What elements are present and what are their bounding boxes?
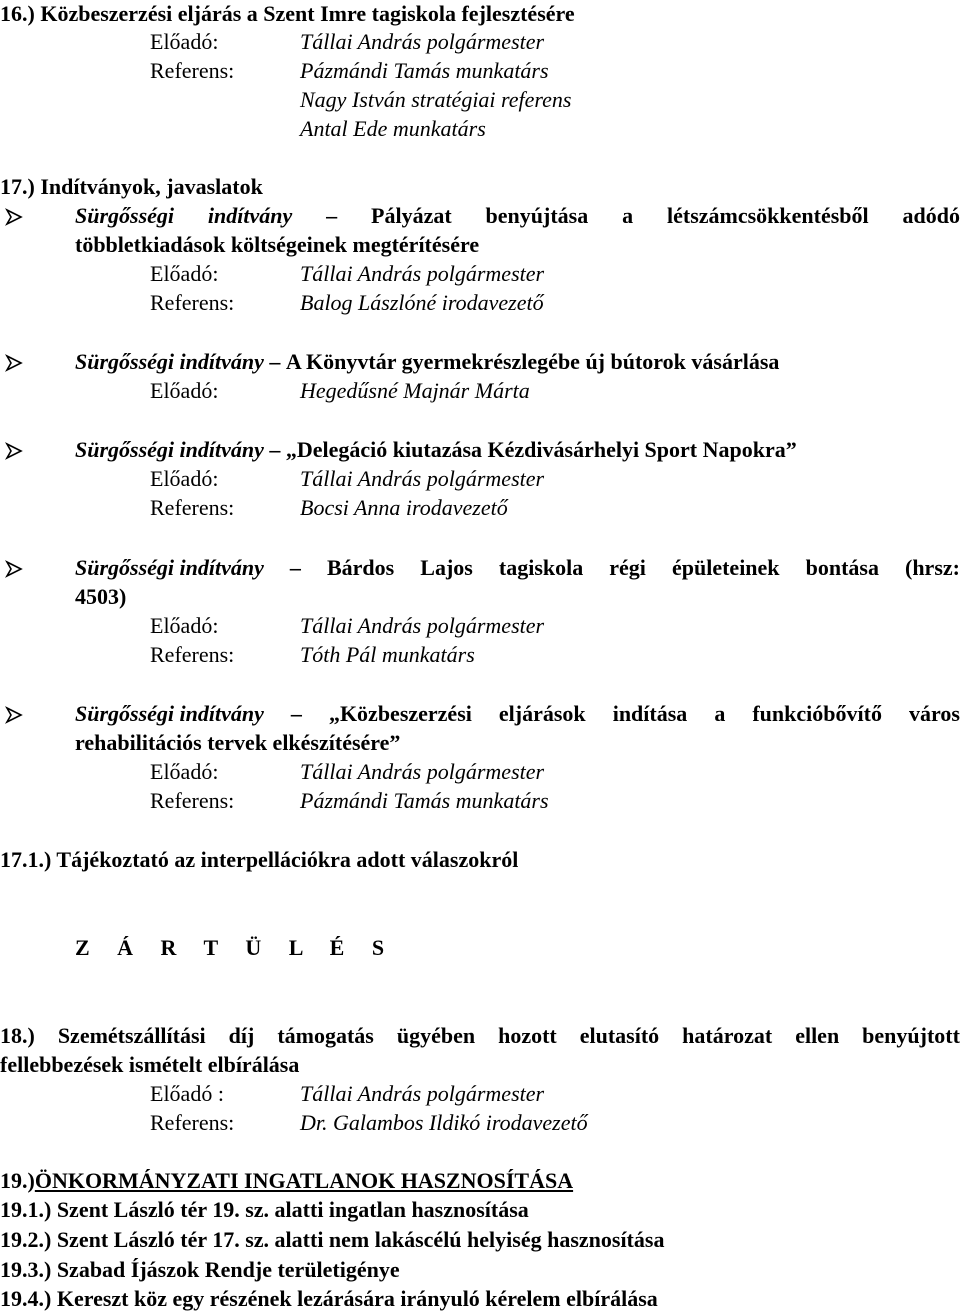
referent-name: Balog Lászlóné irodavezető (300, 290, 544, 315)
presenter-name: Tállai András polgármester (300, 29, 545, 54)
item-17-1-title: 17.1.) Tájékoztató az interpellációkra adott válaszokról (0, 847, 519, 872)
presenter-name: Tállai András polgármester (300, 261, 545, 286)
arrowhead-bullet-icon (4, 204, 24, 230)
item-17-title: 17.) Indítványok, javaslatok (0, 174, 263, 199)
presenter-name: Hegedűsné Majnár Márta (300, 378, 530, 403)
item-19-sub: 19.2.) Szent László tér 17. sz. alatti nem lakáscélú helyiség hasznosítása (0, 1227, 665, 1252)
presenter-label: Előadó: (150, 613, 219, 638)
referent-name: Dr. Galambos Ildikó irodavezető (300, 1110, 588, 1135)
motion-5-title-cont: rehabilitációs tervek elkészítésére” (75, 730, 401, 755)
referent-label: Referens: (150, 1110, 235, 1135)
item-19-sub: 19.4.) Kereszt köz egy részének lezárására irányuló kérelem elbírálása (0, 1286, 658, 1311)
presenter-label: Előadó: (150, 261, 219, 286)
referent-name: Bocsi Anna irodavezető (300, 495, 508, 520)
item-19-sub: 19.3.) Szabad Íjászok Rendje területigénye (0, 1257, 400, 1282)
referent-name: Pázmándi Tamás munkatárs (300, 58, 549, 83)
presenter-name: Tállai András polgármester (300, 759, 545, 784)
referent-label: Referens: (150, 58, 235, 83)
motion-3-line: Sürgősségi indítvány – „Delegáció kiutazása Kézdivásárhelyi Sport Napokra” (75, 437, 797, 462)
arrowhead-bullet-icon (4, 350, 24, 376)
motion-4-line: Sürgősségi indítvány – Bárdos Lajos tagiskola régi épületeinek bontása (hrsz: (75, 555, 960, 580)
presenter-label: Előadó: (150, 759, 219, 784)
referent-label: Referens: (150, 642, 235, 667)
presenter-label: Előadó : (150, 1081, 224, 1106)
arrowhead-bullet-icon (4, 438, 24, 464)
referent-label: Referens: (150, 495, 235, 520)
item-19-title: 19.)ÖNKORMÁNYZATI INGATLANOK HASZNOSÍTÁSA (0, 1168, 574, 1193)
item-19-sub: 19.1.) Szent László tér 19. sz. alatti ingatlan hasznosítása (0, 1197, 529, 1222)
item-18-title: 18.) Szemétszállítási díj támogatás ügyében hozott elutasító határozat ellen benyújtott (0, 1023, 960, 1048)
presenter-name: Tállai András polgármester (300, 1081, 545, 1106)
referent-name: Tóth Pál munkatárs (300, 642, 475, 667)
motion-1-title-cont: többletkiadások költségeinek megtérítésére (75, 232, 480, 257)
presenter-name: Tállai András polgármester (300, 466, 545, 491)
arrowhead-bullet-icon (4, 556, 24, 582)
presenter-name: Tállai András polgármester (300, 613, 545, 638)
motion-4-title-cont: 4503) (75, 584, 127, 609)
presenter-label: Előadó: (150, 466, 219, 491)
referent-label: Referens: (150, 290, 235, 315)
referent-name: Antal Ede munkatárs (300, 116, 486, 141)
referent-name: Pázmándi Tamás munkatárs (300, 788, 549, 813)
referent-label: Referens: (150, 788, 235, 813)
item-16-title: 16.) Közbeszerzési eljárás a Szent Imre tagiskola fejlesztésére (0, 1, 575, 26)
motion-1-line: Sürgősségi indítvány – Pályázat benyújtása a létszámcsökkentésből adódó (75, 203, 960, 228)
presenter-label: Előadó: (150, 29, 219, 54)
item-18-title-cont: fellebbezések ismételt elbírálása (0, 1052, 300, 1077)
closed-session-heading: Z Á R T Ü L É S (75, 935, 391, 960)
presenter-label: Előadó: (150, 378, 219, 403)
motion-2-line: Sürgősségi indítvány – A Könyvtár gyermekrészlegébe új bútorok vásárlása (75, 349, 780, 374)
motion-5-line: Sürgősségi indítvány – „Közbeszerzési eljárások indítása a funkcióbővítő város (75, 701, 960, 726)
arrowhead-bullet-icon (4, 702, 24, 728)
referent-name: Nagy István stratégiai referens (300, 87, 572, 112)
